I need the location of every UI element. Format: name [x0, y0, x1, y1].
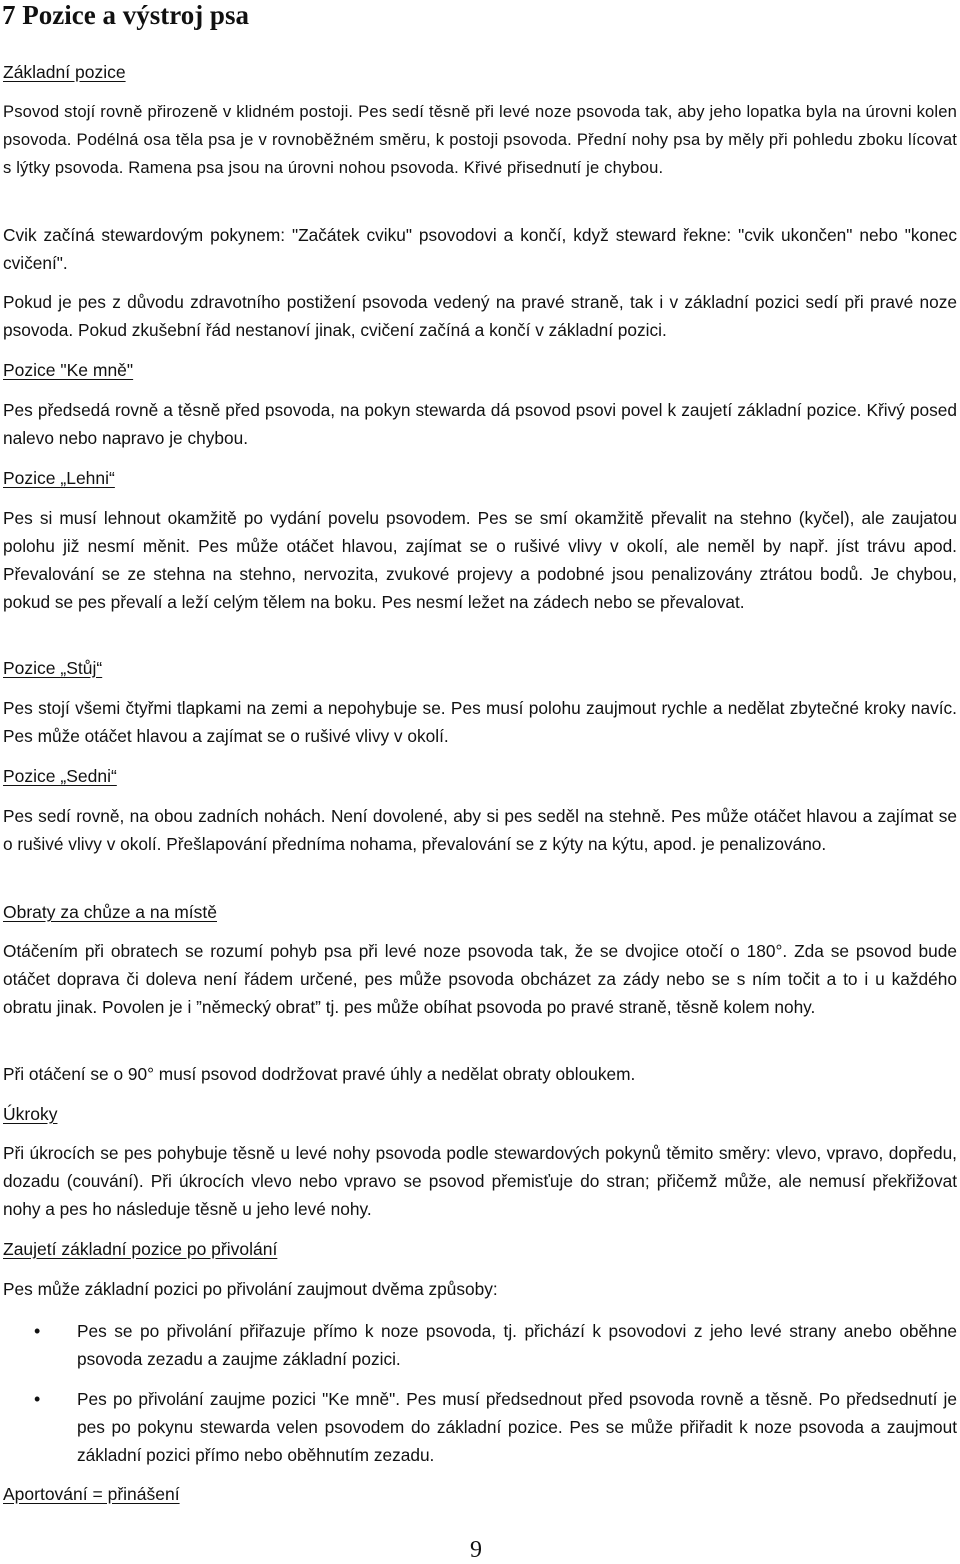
heading-ke-mne: Pozice "Ke mně" — [3, 360, 134, 380]
heading-lehni: Pozice „Lehni“ — [3, 468, 115, 488]
paragraph-stuj: Pes stojí všemi čtyřmi tlapkami na zemi a nepohybuje se. Pes musí polohu zaujmout rychle a nedělat zbytečné kroky navíc. Pes může otáčet hlavou a zajímat se o rušivé vlivy v okolí. — [3, 698, 957, 746]
heading-aportovani: Aportování = přinášení — [3, 1484, 180, 1504]
chapter-title: 7 Pozice a výstroj psa — [2, 0, 249, 30]
paragraph-ke-mne: Pes předsedá rovně a těsně před psovoda, na pokyn stewarda dá psovod psovi povel k zaujetí základní pozice. Křivý posed nalevo nebo napravo je chybou. — [3, 400, 957, 448]
heading-obraty: Obraty za chůze a na místě — [3, 902, 217, 922]
page-number: 9 — [470, 1537, 482, 1563]
paragraph-obraty-1: Otáčením při obratech se rozumí pohyb psa při levé noze psovoda tak, že se dvojice otočí o 180°. Zda se psovod bude otáčet doprava či doleva není řádem určené, pes může psovoda obcházet za zády nebo se s ním točit a to i u každého obratu jinak. Povolen je i ”německý obrat” tj. pes může obíhat psovoda po pravé straně, těsně kolem nohy. — [3, 941, 957, 1017]
paragraph-zakladni-2: Cvik začíná stewardovým pokynem: "Začátek cviku" psovodovi a končí, když steward řekne: "cvik ukončen" nebo "konec cvičení". — [3, 225, 957, 273]
paragraph-lehni: Pes si musí lehnout okamžitě po vydání povelu psovodem. Pes se smí okamžitě převalit na stehno (kyčel), ale zaujatou polohu již nesmí měnit. Pes může otáčet hlavou, zajímat se o rušivé vlivy v okolí, ale neměl by např. jíst trávu apod. Převalování se ze stehna na stehno, nervozita, zvukové projevy a podobné jsou penalizovány ztrátou bodů. Je chybou, pokud se pes převalí a leží celým tělem na boku. Pes nesmí ležet na zádech nebo se převalovat. — [3, 508, 957, 612]
bullet-marker: • — [34, 1321, 41, 1341]
heading-stuj: Pozice „Stůj“ — [3, 658, 103, 678]
paragraph-ukroky: Při úkrocích se pes pohybuje těsně u levé nohy psovoda podle stewardových pokynů těmito směry: vlevo, vpravo, dopředu, dozadu (couvání). Při úkrocích vlevo nebo vpravo se psovod přemisťuje do stran; přičemž může, ale nemusí překřižovat nohy a pes ho následuje těsně u jeho levé nohy. — [3, 1143, 957, 1219]
heading-zakladni-pozice: Základní pozice — [3, 62, 126, 82]
paragraph-zakladni-3: Pokud je pes z důvodu zdravotního postižení psovoda vedený na pravé straně, tak i v základní pozici sedí při pravé noze psovoda. Pokud zkušební řád nestanoví jinak, cvičení začíná a končí v základní pozici. — [3, 292, 957, 340]
paragraph-zakladni-1: Psovod stojí rovně přirozeně v klidném postoji. Pes sedí těsně při levé noze psovoda tak, aby jeho lopatka byla na úrovni kolen psovoda. Podélná osa těla psa je v rovnoběžném směru, k postoji psovoda. Přední nohy psa by měly při pohledu zboku lícovat s lýtky psovoda. Ramena psa jsou na úrovni nohou psovoda. Křivé přisednutí je chybou. — [3, 102, 957, 177]
bullet-marker: • — [34, 1389, 41, 1409]
paragraph-sedni: Pes sedí rovně, na obou zadních nohách. Není dovolené, aby si pes seděl na stehně. Pes může otáčet hlavou a zajímat se o rušivé vlivy v okolí. Přešlapování předníma nohama, převalování se z kýty na kýtu, apod. je penalizováno. — [3, 806, 957, 854]
paragraph-zaujeti: Pes může základní pozici po přivolání zaujmout dvěma způsoby: — [3, 1279, 498, 1299]
heading-zaujeti: Zaujetí základní pozice po přivolání — [3, 1239, 278, 1259]
heading-sedni: Pozice „Sedni“ — [3, 766, 117, 786]
paragraph-obraty-2: Při otáčení se o 90° musí psovod dodržovat pravé úhly a nedělat obraty obloukem. — [3, 1064, 636, 1084]
list-item: Pes po přivolání zaujme pozici "Ke mně". Pes musí předsednout před psovoda rovně a těsně. Po předsednutí je pes po pokynu stewarda velen psovodem do základní pozice. Pes se může přiřadit k noze psovoda a zaujmout základní pozici přímo nebo oběhnutím zezadu. — [77, 1389, 957, 1465]
list-item: Pes se po přivolání přiřazuje přímo k noze psovoda, tj. přichází k psovodovi z jeho levé strany anebo oběhne psovoda zezadu a zaujme základní pozici. — [77, 1321, 957, 1369]
heading-ukroky: Úkroky — [3, 1104, 58, 1124]
